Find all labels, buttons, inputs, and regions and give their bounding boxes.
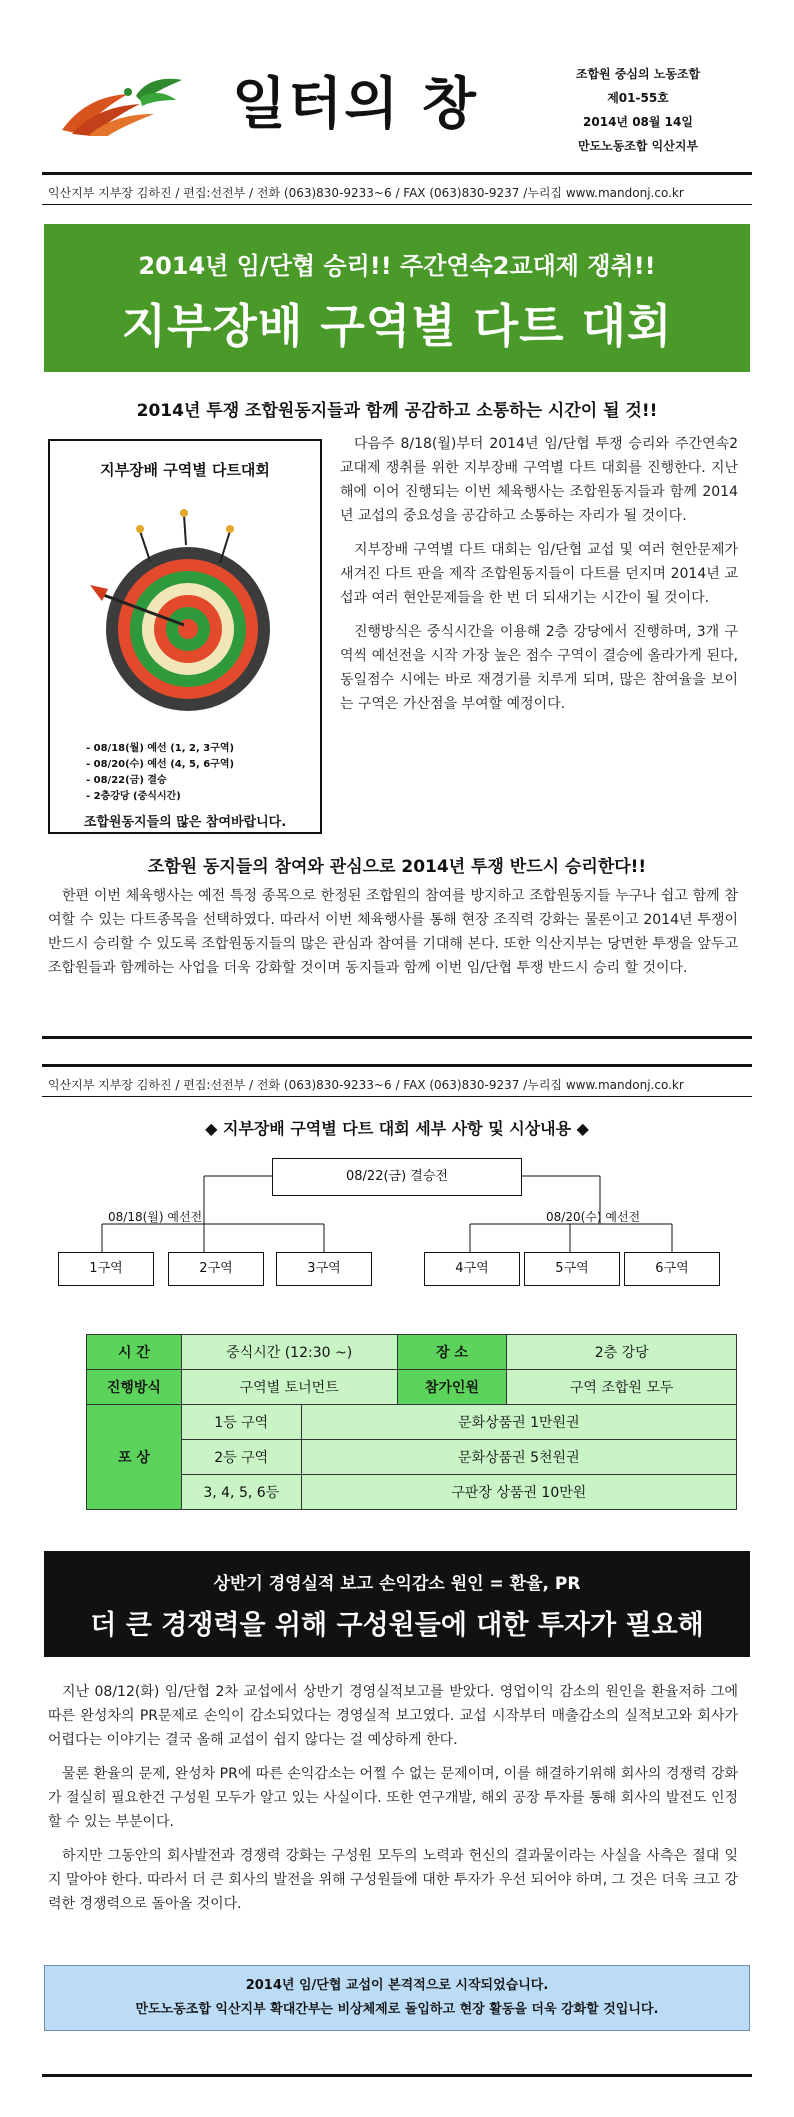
header-divider-thin <box>42 204 752 205</box>
contact-info-line: 익산지부 지부장 김하진 / 편집:선전부 / 전화 (063)830-9233~6 / FAX (063)830-9237 /누리집 www.mandonj.co.kr <box>48 186 684 200</box>
poster-schedule <box>86 741 234 805</box>
poster-footer: 조합원동지들의 많은 참여바랍니다. <box>83 815 287 830</box>
meta-slogan: 조합원 중심의 노동조합 <box>575 67 701 81</box>
poster-title: 지부장배 구역별 다트대회 <box>100 461 270 479</box>
article1-body <box>340 432 738 726</box>
meta-publisher: 만도노동조합 익산지부 <box>577 139 699 153</box>
meta-issue-number: 제01-55호 <box>607 91 669 105</box>
newsletter-title: 일터의 창 <box>232 72 478 137</box>
article2-headline: 조함원 동지들의 참여와 관심으로 2014년 투쟁 반드시 승리한다!! <box>147 857 647 877</box>
method-label: 진행방식 <box>87 1370 182 1405</box>
zone-4-box: 4구역 <box>424 1252 520 1286</box>
method-value: 구역별 토너먼트 <box>181 1370 397 1405</box>
article3-body <box>48 1680 738 1926</box>
header-divider-thin <box>42 1096 752 1097</box>
zone-6-box: 6구역 <box>624 1252 720 1286</box>
notice-line: 2014년 임/단협 교섭이 본격적으로 시작되었습니다. <box>245 1978 549 1993</box>
banner-headline: 지부장배 구역별 다트 대회 <box>121 299 673 353</box>
notice-box <box>44 1965 750 2031</box>
prize-rank: 3, 4, 5, 6등 <box>181 1475 301 1510</box>
time-value: 중식시간 (12:30 ~) <box>181 1335 397 1370</box>
participants-label: 참가인원 <box>397 1370 507 1405</box>
page-divider <box>42 1036 752 1039</box>
zone-5-box: 5구역 <box>524 1252 620 1286</box>
article3-paragraph: 하지만 그동안의 회사발전과 경쟁력 강화는 구성원 모두의 노력과 헌신의 결과물이라는 사실을 사측은 절대 잊지 말아야 한다. 따라서 더 큰 회사의 발전을 위해 구성원들에 대한 투자가 우선 되어야 하며, 그 것은 더욱 크고 강력한 경쟁력으로 돌아올 것이다. <box>48 1848 738 1912</box>
place-label: 장 소 <box>397 1335 507 1370</box>
schedule-item: - 08/18(월) 예선 (1, 2, 3구역) <box>86 743 235 754</box>
event-banner <box>44 224 750 372</box>
article3-paragraph: 물론 환율의 문제, 완성차 PR에 따른 손익감소는 어쩔 수 없는 문제이며, 이를 해결하기위해 회사의 경쟁력 강화가 절실히 필요한건 구성원 모두가 알고 있는 사실이다. 또한 연구개발, 해외 공장 투자를 통해 회사의 발전도 인정할 수 있는 부분이다. <box>48 1766 738 1830</box>
article1-paragraph: 진행방식은 중식시간을 이용해 2층 강당에서 진행하며, 3개 구역씩 예선전을 시작 가장 높은 점수 구역이 결승에 올라가게 된다, 동일점수 시에는 바로 재경기를 치루게 되며, 많은 참여율을 보이는 구역은 가산점을 부여할 예정이다. <box>340 624 738 712</box>
zone-3-box: 3구역 <box>276 1252 372 1286</box>
article3-headline-box <box>44 1551 750 1657</box>
prize-rank: 1등 구역 <box>181 1405 301 1440</box>
event-details-table <box>86 1334 737 1510</box>
zone-2-box: 2구역 <box>168 1252 264 1286</box>
final-match-box: 08/22(금) 결승전 <box>272 1158 522 1196</box>
prize-value: 구판장 상품권 10만원 <box>301 1475 736 1510</box>
footer-divider <box>42 2074 752 2077</box>
zone-1-box: 1구역 <box>58 1252 154 1286</box>
issue-meta <box>538 62 738 158</box>
left-prelim-label: 08/18(월) 예선전 <box>108 1210 203 1224</box>
article1-paragraph: 지부장배 구역별 다트 대회는 임/단협 교섭 및 여러 현안문제가 새겨진 다트 판을 제작 조합원동지들이 다트를 던지며 2014년 교섭과 여러 현안문제들을 한 번 더 되새기는 시간이 될 것이다. <box>340 542 738 606</box>
meta-date: 2014년 08월 14일 <box>583 115 693 129</box>
article1-headline: 2014년 투쟁 조합원동지들과 함께 공감하고 소통하는 시간이 될 것!! <box>136 401 658 421</box>
schedule-item: - 08/20(수) 예선 (4, 5, 6구역) <box>86 759 235 770</box>
bracket-title: ◆ 지부장배 구역별 다트 대회 세부 사항 및 시상내용 ◆ <box>205 1119 589 1138</box>
schedule-item: - 2층강당 (중식시간) <box>86 791 181 802</box>
article2-paragraph: 한편 이번 체육행사는 예전 특정 종목으로 한정된 조합원의 참여를 방지하고 조합원동지들 누구나 쉽고 함께 참여할 수 있는 다트종목을 선택하였다. 따라서 이번 체육행사를 통해 현장 조직력 강화는 물론이고 2014년 투쟁이 반드시 승리할 수 있도록 조합원동지들의 많은 관심과 참여를 기대해 본다. 또한 익산지부는 당면한 투쟁을 앞두고 조합원들과 함께하는 사업을 더욱 강화할 것이며 동지들과 함께 이번 임/단협 투쟁 반드시 승리 할 것이다. <box>48 888 738 976</box>
table-row <box>87 1335 737 1370</box>
table-row <box>87 1440 737 1475</box>
page-divider <box>42 1064 752 1067</box>
prize-value: 문화상품권 5천원권 <box>301 1440 736 1475</box>
contact-info-line: 익산지부 지부장 김하진 / 편집:선전부 / 전화 (063)830-9233~6 / FAX (063)830-9237 /누리집 www.mandonj.co.kr <box>48 1078 684 1092</box>
dart-poster <box>48 439 322 834</box>
participants-value: 구역 조합원 모두 <box>507 1370 737 1405</box>
banner-slogan: 2014년 임/단협 승리!! 주간연속2교대제 쟁취!! <box>138 252 656 280</box>
schedule-item: - 08/22(금) 결승 <box>86 775 167 786</box>
table-row <box>87 1475 737 1510</box>
table-row <box>87 1370 737 1405</box>
prize-rank: 2등 구역 <box>181 1440 301 1475</box>
prize-label: 포 상 <box>87 1405 182 1510</box>
article2-body <box>48 884 738 990</box>
union-logo <box>58 68 188 138</box>
right-prelim-label: 08/20(수) 예선전 <box>546 1210 641 1224</box>
dartboard-icon <box>80 501 292 727</box>
time-label: 시 간 <box>87 1335 182 1370</box>
article3-paragraph: 지난 08/12(화) 임/단협 2차 교섭에서 상반기 경영실적보고를 받았다. 영업이익 감소의 원인을 환율저하 그에 따른 완성차의 PR문제로 손익이 감소되었다는 경영실적 보고였다. 교섭 시작부터 매출감소의 실적보고와 회사가 어렵다는 이야기는 결국 올해 교섭이 쉽지 않다는 걸 예상하게 한다. <box>48 1684 738 1748</box>
prize-value: 문화상품권 1만원권 <box>301 1405 736 1440</box>
article3-headline: 더 큰 경쟁력을 위해 구성원들에 대한 투자가 필요해 <box>90 1610 704 1641</box>
notice-line: 만도노동조합 익산지부 확대간부는 비상체제로 돌입하고 현장 활동을 더욱 강화할 것입니다. <box>135 2002 659 2017</box>
article3-subheadline: 상반기 경영실적 보고 손익감소 원인 = 환율, PR <box>213 1574 581 1594</box>
place-value: 2층 강당 <box>507 1335 737 1370</box>
header-divider <box>42 172 752 175</box>
article1-paragraph: 다음주 8/18(월)부터 2014년 임/단협 투쟁 승리와 주간연속2교대제 쟁취를 위한 지부장배 구역별 다트 대회를 진행한다. 지난해에 이어 진행되는 이번 체육행사는 조합원동지들과 함께 2014년 교섭의 중요성을 공감하고 소통하는 자리가 될 것이다. <box>340 436 738 524</box>
table-row <box>87 1405 737 1440</box>
